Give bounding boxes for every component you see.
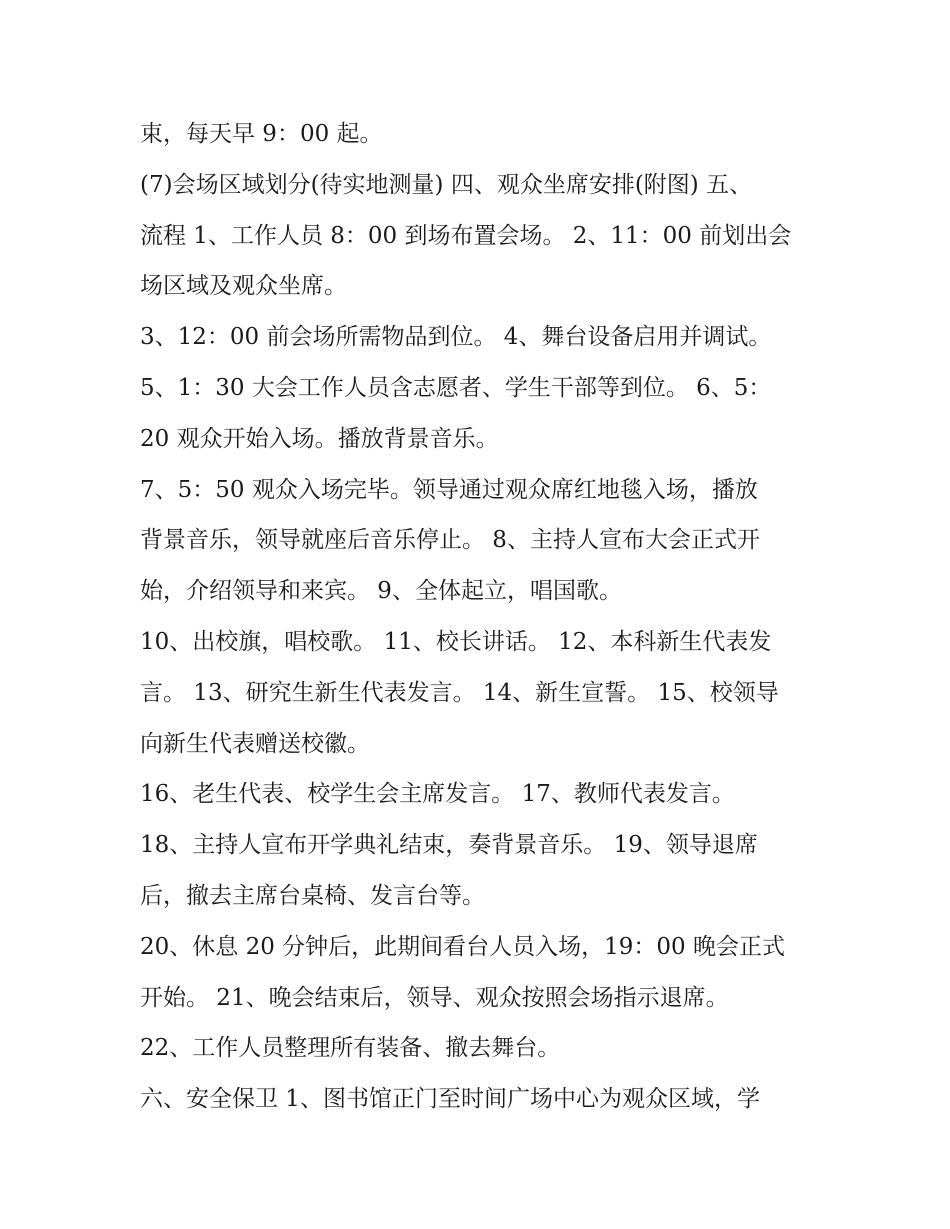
text-line: 束，每天早 9：00 起。 xyxy=(140,121,383,147)
text-line: 流程 1、工作人员 8：00 到场布置会场。 2、11：00 前划出会 xyxy=(140,222,792,249)
text-line: 3、12：00 前会场所需物品到位。 4、舞台设备启用并调试。 xyxy=(140,324,772,351)
text-line: 六、安全保卫 1、图书馆正门至时间广场中心为观众区域，学 xyxy=(140,1086,760,1113)
text-line: 20 观众开始入场。播放背景音乐。 xyxy=(140,425,499,452)
document-body xyxy=(140,109,820,1125)
text-line: 16、老生代表、校学生会主席发言。 17、教师代表发言。 xyxy=(140,781,735,808)
text-line: 言。 13、研究生新生代表发言。 14、新生宣誓。 15、校领导 xyxy=(140,679,779,706)
text-line: 20、休息 20 分钟后，此期间看台人员入场，19：00 晚会正式 xyxy=(140,933,785,960)
text-line: 7、5：50 观众入场完毕。领导通过观众席红地毯入场，播放 xyxy=(140,476,758,503)
text-line: 18、主持人宣布开学典礼结束，奏背景音乐。 19、领导退席 xyxy=(140,832,758,859)
text-line: 始，介绍领导和来宾。 9、全体起立，唱国歌。 xyxy=(140,578,622,605)
text-line: 开始。 21、晚会结束后，领导、观众按照会场指示退席。 xyxy=(140,984,729,1011)
text-line: 场区域及观众坐席。 xyxy=(140,273,347,300)
text-line: 向新生代表赠送校徽。 xyxy=(140,730,370,757)
text-line: (7)会场区域划分(待实地测量) 四、观众坐席安排(附图) 五、 xyxy=(140,171,753,198)
text-line: 5、1：30 大会工作人员含志愿者、学生干部等到位。 6、5： xyxy=(140,374,772,401)
text-line: 10、出校旗，唱校歌。 11、校长讲话。 12、本科新生代表发 xyxy=(140,628,772,655)
text-line: 22、工作人员整理所有装备、撤去舞台。 xyxy=(140,1035,561,1062)
text-line: 后，撤去主席台桌椅、发言台等。 xyxy=(140,882,485,909)
text-line: 背景音乐，领导就座后音乐停止。 8、主持人宣布大会正式开 xyxy=(140,527,760,554)
